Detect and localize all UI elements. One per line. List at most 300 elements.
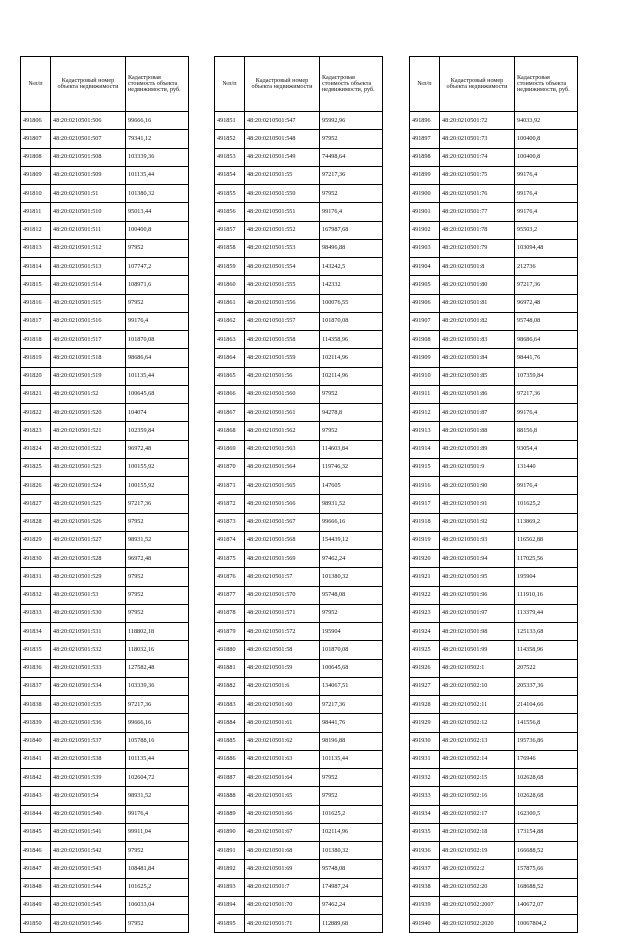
cadastral-cost: 214104,66 [515,696,578,714]
cadastral-cost: 99176,4 [515,166,578,184]
table-row [21,568,189,586]
row-number: 491884 [215,714,245,732]
cadastral-number: 48:20:0210501:562 [245,422,320,440]
cadastral-cost: 74498,64 [320,148,383,166]
row-number: 491833 [21,604,51,622]
cadastral-cost: 97952 [126,239,189,257]
table-row [21,878,189,896]
cadastral-cost: 98931,52 [126,787,189,805]
table-row [410,823,578,841]
cadastral-number: 48:20:0210501:568 [245,531,320,549]
row-number: 491924 [410,623,440,641]
row-number: 491828 [21,513,51,531]
cadastral-cost: 97952 [126,915,189,933]
cadastral-cost: 101380,32 [320,842,383,860]
cadastral-number: 48:20:0210501:84 [440,349,515,367]
table-row [410,294,578,312]
row-number: 491839 [21,714,51,732]
cadastral-number: 48:20:0210501:72 [440,112,515,130]
cadastral-cost: 100400,8 [515,130,578,148]
cadastral-cost: 97462,24 [320,550,383,568]
cadastral-number: 48:20:0210501:88 [440,422,515,440]
cadastral-number: 48:20:0210502:19 [440,842,515,860]
row-number: 491930 [410,732,440,750]
cadastral-number: 48:20:0210501:76 [440,185,515,203]
row-number: 491863 [215,331,245,349]
row-number: 491890 [215,823,245,841]
table-row [21,714,189,732]
cadastral-cost: 99176,4 [515,404,578,422]
cadastral-cost: 102628,68 [515,787,578,805]
cadastral-cost: 97217,36 [126,495,189,513]
row-number: 491854 [215,166,245,184]
table-row [215,258,383,276]
table-row [21,823,189,841]
row-number: 491918 [410,513,440,531]
cadastral-cost: 103094,48 [515,239,578,257]
header-number: №п/п [410,57,440,112]
row-number: 491897 [410,130,440,148]
table-row [215,112,383,130]
row-number: 491864 [215,349,245,367]
header-cadastral-number: Кадастровый номер объекта недвижимости [51,57,126,112]
table-row [21,750,189,768]
table-row [410,276,578,294]
row-number: 491845 [21,823,51,841]
cadastral-cost: 102604,72 [126,769,189,787]
table-row [215,367,383,385]
cadastral-number: 48:20:0210501:79 [440,239,515,257]
cadastral-cost: 95992,96 [320,112,383,130]
cadastral-cost: 116562,88 [515,531,578,549]
cadastral-number: 48:20:0210502:2020 [440,915,515,933]
table-row [215,896,383,914]
cadastral-cost: 94278,8 [320,404,383,422]
cadastral-cost: 154439,12 [320,531,383,549]
cadastral-cost: 88156,8 [515,422,578,440]
cadastral-number: 48:20:0210501:564 [245,458,320,476]
table-row [21,422,189,440]
cadastral-cost: 127582,48 [126,659,189,677]
row-number: 491905 [410,276,440,294]
cadastral-cost: 99176,4 [126,312,189,330]
cadastral-number: 48:20:0210501:77 [440,203,515,221]
cadastral-cost: 108971,6 [126,276,189,294]
cadastral-number: 48:20:0210501:67 [245,823,320,841]
cadastral-number: 48:20:0210501:54 [51,787,126,805]
row-number: 491940 [410,915,440,933]
cadastral-number: 48:20:0210501:85 [440,367,515,385]
table-row [21,239,189,257]
table-row [21,896,189,914]
cadastral-number: 48:20:0210501:68 [245,842,320,860]
cadastral-cost: 118802,18 [126,623,189,641]
table-row [21,477,189,495]
header-row [410,57,578,112]
cadastral-number: 48:20:0210501:532 [51,641,126,659]
table-row [21,586,189,604]
cadastral-number: 48:20:0210501:66 [245,805,320,823]
cadastral-number: 48:20:0210502:2 [440,860,515,878]
cadastral-cost: 105788,16 [126,732,189,750]
row-number: 491921 [410,568,440,586]
cadastral-number: 48:20:0210501:567 [245,513,320,531]
cadastral-number: 48:20:0210501:7 [245,878,320,896]
cadastral-number: 48:20:0210501:552 [245,221,320,239]
cadastral-cost: 101870,08 [320,312,383,330]
row-number: 491938 [410,878,440,896]
table-row [410,166,578,184]
table-row [21,787,189,805]
cadastral-number: 48:20:0210501:510 [51,203,126,221]
row-number: 491843 [21,787,51,805]
row-number: 491909 [410,349,440,367]
table-row [215,623,383,641]
row-number: 491906 [410,294,440,312]
table-row [21,495,189,513]
row-number: 491894 [215,896,245,914]
cadastral-number: 48:20:0210501:529 [51,568,126,586]
row-number: 491928 [410,696,440,714]
row-number: 491927 [410,677,440,695]
row-number: 491812 [21,221,51,239]
row-number: 491932 [410,769,440,787]
header-cadastral-cost: Кадастровая стоимость объекта недвижимости, руб. [515,57,578,112]
cadastral-cost: 212736 [515,258,578,276]
table-row [215,440,383,458]
cadastral-number: 48:20:0210501:520 [51,404,126,422]
table-row [215,349,383,367]
cadastral-cost: 101625,2 [320,805,383,823]
cadastral-cost: 100076,55 [320,294,383,312]
cadastral-cost: 98931,52 [126,531,189,549]
cadastral-cost: 97217,36 [320,696,383,714]
row-number: 491900 [410,185,440,203]
cadastral-number: 48:20:0210501:544 [51,878,126,896]
table-row [21,805,189,823]
cadastral-number: 48:20:0210502:13 [440,732,515,750]
row-number: 491832 [21,586,51,604]
cadastral-number: 48:20:0210501:555 [245,276,320,294]
cadastral-cost: 173154,88 [515,823,578,841]
cadastral-number: 48:20:0210501:512 [51,239,126,257]
table-row [21,696,189,714]
table-row [215,404,383,422]
table-row [21,203,189,221]
row-number: 491830 [21,550,51,568]
cadastral-cost: 108481,84 [126,860,189,878]
row-number: 491847 [21,860,51,878]
cadastral-cost: 98196,88 [320,732,383,750]
cadastral-number: 48:20:0210501:556 [245,294,320,312]
cadastral-cost: 94033,92 [515,112,578,130]
cadastral-number: 48:20:0210501:71 [245,915,320,933]
row-number: 491835 [21,641,51,659]
table-row [410,385,578,403]
cadastral-number: 48:20:0210501:531 [51,623,126,641]
row-number: 491840 [21,732,51,750]
cadastral-number: 48:20:0210501:545 [51,896,126,914]
table-row [215,203,383,221]
cadastral-number: 48:20:0210501:86 [440,385,515,403]
cadastral-cost: 97952 [126,513,189,531]
row-number: 491880 [215,641,245,659]
cadastral-number: 48:20:0210501:64 [245,769,320,787]
table-row [410,677,578,695]
row-number: 491848 [21,878,51,896]
cadastral-cost: 142332 [320,276,383,294]
cadastral-number: 48:20:0210501:546 [51,915,126,933]
row-number: 491869 [215,440,245,458]
row-number: 491929 [410,714,440,732]
cadastral-number: 48:20:0210501:566 [245,495,320,513]
cadastral-cost: 97217,36 [515,276,578,294]
cadastral-cost: 101870,08 [320,641,383,659]
row-number: 491922 [410,586,440,604]
table-row [21,294,189,312]
table-row [410,203,578,221]
cadastral-number: 48:20:0210501:98 [440,623,515,641]
cadastral-number: 48:20:0210501:6 [245,677,320,695]
cadastral-cost: 97952 [126,604,189,622]
table-row [410,878,578,896]
table-row [215,915,383,933]
cadastral-cost: 79341,12 [126,130,189,148]
cadastral-cost: 141556,8 [515,714,578,732]
cadastral-cost: 99176,4 [515,203,578,221]
cadastral-number: 48:20:0210501:530 [51,604,126,622]
cadastral-number: 48:20:0210501:536 [51,714,126,732]
cadastral-cost: 101135,44 [126,166,189,184]
cadastral-cost: 103339,36 [126,148,189,166]
row-number: 491919 [410,531,440,549]
table-row [410,312,578,330]
cadastral-number: 48:20:0210501:60 [245,696,320,714]
cadastral-number: 48:20:0210501:53 [51,586,126,604]
header-number: №п/п [21,57,51,112]
cadastral-cost: 195736,86 [515,732,578,750]
cadastral-cost: 95748,08 [320,586,383,604]
row-number: 491907 [410,312,440,330]
cadastral-cost: 97217,36 [515,385,578,403]
table-row [215,787,383,805]
table-row [215,750,383,768]
cadastral-number: 48:20:0210501:569 [245,550,320,568]
row-number: 491813 [21,239,51,257]
cadastral-cost: 114603,84 [320,440,383,458]
cadastral-number: 48:20:0210501:521 [51,422,126,440]
header-cadastral-number: Кадастровый номер объекта недвижимости [440,57,515,112]
cadastral-number: 48:20:0210501:80 [440,276,515,294]
table-row [21,440,189,458]
cadastral-cost: 168688,52 [515,878,578,896]
cadastral-number: 48:20:0210501:87 [440,404,515,422]
cadastral-cost: 100155,92 [126,458,189,476]
cadastral-cost: 97462,24 [320,896,383,914]
table-row [21,385,189,403]
cadastral-cost: 106033,04 [126,896,189,914]
row-number: 491819 [21,349,51,367]
cadastral-number: 48:20:0210501:547 [245,112,320,130]
table-row [410,860,578,878]
row-number: 491842 [21,769,51,787]
cadastral-number: 48:20:0210501:89 [440,440,515,458]
row-number: 491883 [215,696,245,714]
cadastral-cost: 101870,08 [126,331,189,349]
cadastral-cost: 101625,2 [126,878,189,896]
cadastral-cost: 113869,2 [515,513,578,531]
cadastral-number: 48:20:0210502:12 [440,714,515,732]
cadastral-number: 48:20:0210501:56 [245,367,320,385]
table-row [215,294,383,312]
row-number: 491902 [410,221,440,239]
cadastral-cost: 97952 [320,422,383,440]
cadastral-number: 48:20:0210501:94 [440,550,515,568]
cadastral-number: 48:20:0210501:528 [51,550,126,568]
cadastral-cost: 100645,68 [320,659,383,677]
row-number: 491933 [410,787,440,805]
table-row [215,696,383,714]
row-number: 491806 [21,112,51,130]
cadastral-cost: 114358,96 [515,641,578,659]
cadastral-number: 48:20:0210501:65 [245,787,320,805]
table-row [215,276,383,294]
row-number: 491861 [215,294,245,312]
cadastral-number: 48:20:0210501:561 [245,404,320,422]
table-row [410,714,578,732]
cadastral-cost: 95503,2 [515,221,578,239]
cadastral-cost: 98931,52 [320,495,383,513]
header-row [21,57,189,112]
table-row [410,130,578,148]
row-number: 491935 [410,823,440,841]
cadastral-number: 48:20:0210501:509 [51,166,126,184]
cadastral-number: 48:20:0210502:1 [440,659,515,677]
cadastral-cost: 102359,84 [126,422,189,440]
cadastral-cost: 97952 [320,769,383,787]
cadastral-number: 48:20:0210501:82 [440,312,515,330]
cadastral-cost: 97952 [126,294,189,312]
row-number: 491878 [215,604,245,622]
row-number: 491866 [215,385,245,403]
cadastral-cost: 195904 [320,623,383,641]
cadastral-number: 48:20:0210501:62 [245,732,320,750]
table-row [215,714,383,732]
table-row [215,823,383,841]
cadastral-cost: 97952 [320,130,383,148]
cadastral-cost: 114358,96 [320,331,383,349]
row-number: 491877 [215,586,245,604]
cadastral-number: 48:20:0210502:15 [440,769,515,787]
cadastral-number: 48:20:0210501:74 [440,148,515,166]
cadastral-cost: 97952 [320,185,383,203]
row-number: 491855 [215,185,245,203]
cadastral-cost: 174987,24 [320,878,383,896]
row-number: 491851 [215,112,245,130]
table-row [410,495,578,513]
cadastral-cost: 102114,96 [320,367,383,385]
row-number: 491910 [410,367,440,385]
row-number: 491920 [410,550,440,568]
row-number: 491856 [215,203,245,221]
cadastral-cost: 95013,44 [126,203,189,221]
cadastral-number: 48:20:0210501:533 [51,659,126,677]
cadastral-number: 48:20:0210501:99 [440,641,515,659]
table-row [410,732,578,750]
row-number: 491888 [215,787,245,805]
table-row [21,641,189,659]
row-number: 491895 [215,915,245,933]
row-number: 491846 [21,842,51,860]
cadastral-number: 48:20:0210501:506 [51,112,126,130]
cadastral-number: 48:20:0210501:523 [51,458,126,476]
table-row [410,842,578,860]
cadastral-cost: 99176,4 [320,203,383,221]
cadastral-number: 48:20:0210501:542 [51,842,126,860]
cadastral-number: 48:20:0210501:572 [245,623,320,641]
cadastral-cost: 100400,8 [126,221,189,239]
row-number: 491808 [21,148,51,166]
cadastral-number: 48:20:0210502:11 [440,696,515,714]
table-row [410,787,578,805]
table-row [21,367,189,385]
cadastral-number: 48:20:0210501:549 [245,148,320,166]
cadastral-number: 48:20:0210501:540 [51,805,126,823]
table-row [410,915,578,933]
table-row [21,550,189,568]
table-row [215,477,383,495]
cadastral-number: 48:20:0210501:543 [51,860,126,878]
cadastral-number: 48:20:0210501:551 [245,203,320,221]
row-number: 491887 [215,769,245,787]
table-row [215,878,383,896]
cadastral-cost: 99666,16 [320,513,383,531]
table-row [21,112,189,130]
row-number: 491859 [215,258,245,276]
row-number: 491824 [21,440,51,458]
row-number: 491898 [410,148,440,166]
cadastral-number: 48:20:0210501:52 [51,385,126,403]
row-number: 491870 [215,458,245,476]
cadastral-number: 48:20:0210501:526 [51,513,126,531]
table-row [21,331,189,349]
table-row [21,130,189,148]
table-row [21,166,189,184]
table-row [410,422,578,440]
row-number: 491916 [410,477,440,495]
cadastral-number: 48:20:0210501:550 [245,185,320,203]
cadastral-number: 48:20:0210501:73 [440,130,515,148]
table-row [21,458,189,476]
table-row [410,550,578,568]
row-number: 491844 [21,805,51,823]
cadastral-number: 48:20:0210502:20 [440,878,515,896]
cadastral-number: 48:20:0210501:516 [51,312,126,330]
row-number: 491886 [215,750,245,768]
header-cadastral-cost: Кадастровая стоимость объекта недвижимости, руб. [126,57,189,112]
row-number: 491852 [215,130,245,148]
cadastral-number: 48:20:0210501:515 [51,294,126,312]
cadastral-cost: 167987,68 [320,221,383,239]
row-number: 491810 [21,185,51,203]
cadastral-number: 48:20:0210501:93 [440,531,515,549]
cadastral-number: 48:20:0210501:95 [440,568,515,586]
table-row [410,458,578,476]
row-number: 491829 [21,531,51,549]
cadastral-number: 48:20:0210501:519 [51,367,126,385]
cadastral-cost: 99176,4 [515,185,578,203]
cadastral-cost: 100155,92 [126,477,189,495]
